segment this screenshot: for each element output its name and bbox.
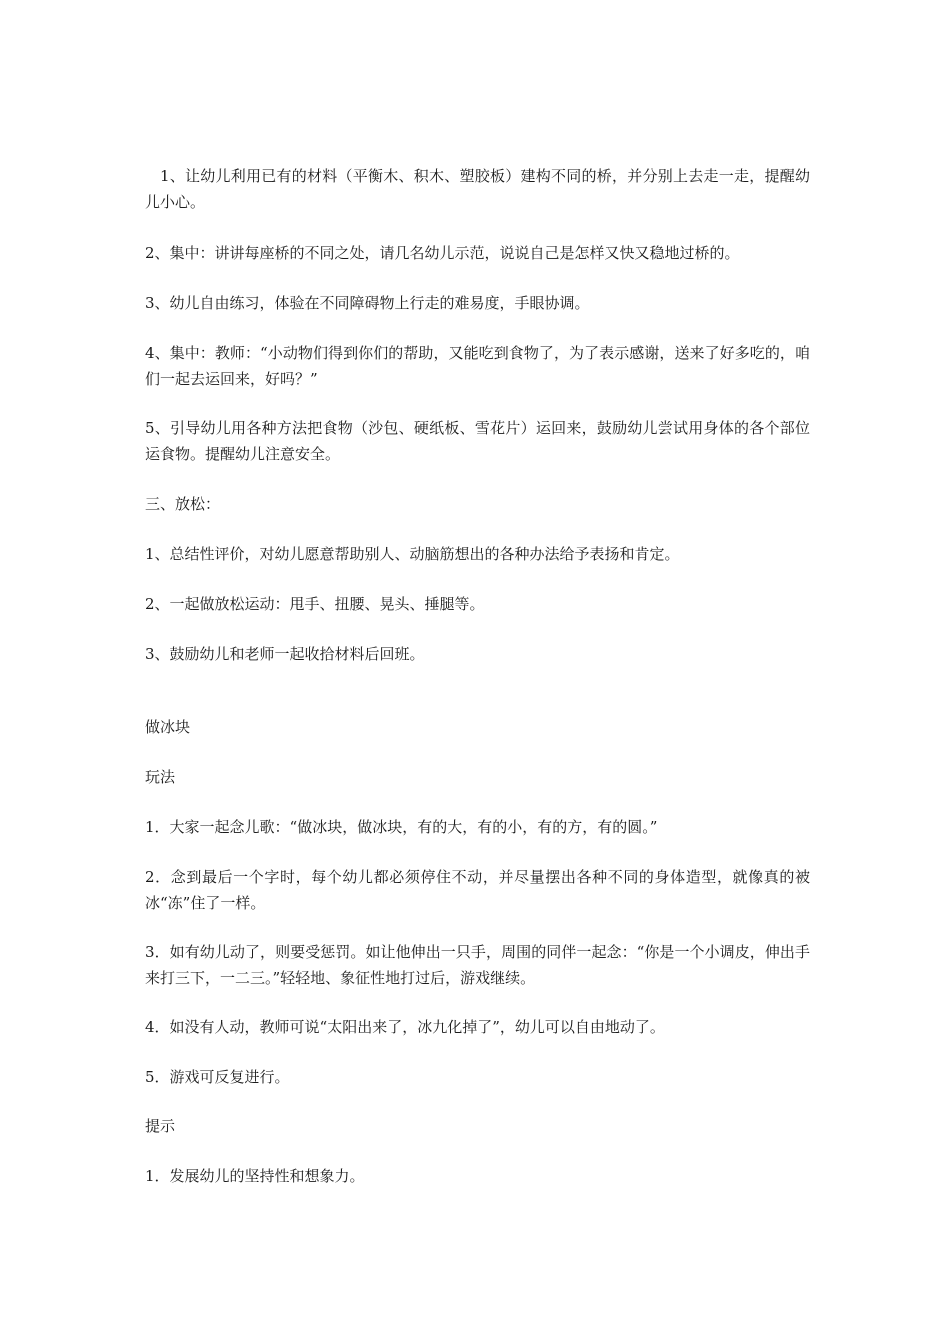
paragraph-relax-step-1: 1、总结性评价，对幼儿愿意帮助别人、动脑筋想出的各种办法给予表扬和肯定。 — [145, 545, 680, 563]
paragraph-bridge-step-3: 3、幼儿自由练习，体验在不同障碍物上行走的难易度，手眼协调。 — [145, 294, 590, 312]
paragraph-bridge-step-2: 2、集中：讲讲每座桥的不同之处，请几名幼儿示范，说说自己是怎样又快又稳地过桥的。 — [145, 244, 740, 262]
paragraph-play-step-3: 3．如有幼儿动了，则要受惩罚。如让他伸出一只手，周围的同伴一起念：“你是一个小调皮，伸出手来打三下，一二三。”轻轻地、象征性地打过后，游戏继续。 — [145, 943, 810, 987]
paragraph-play-step-4: 4．如没有人动，教师可说“太阳出来了，冰九化掉了”，幼儿可以自由地动了。 — [145, 1018, 665, 1036]
paragraph-bridge-step-1: 1、让幼儿利用已有的材料（平衡木、积木、塑胶板）建构不同的桥，并分别上去走一走，提醒幼儿小心。 — [145, 167, 810, 211]
heading-tips: 提示 — [145, 1117, 176, 1135]
heading-how-to-play: 玩法 — [145, 768, 176, 786]
paragraph-play-step-1: 1．大家一起念儿歌：“做冰块，做冰块，有的大，有的小，有的方，有的圆。” — [145, 818, 658, 836]
game-title: 做冰块 — [145, 718, 191, 736]
paragraph-play-step-5: 5．游戏可反复进行。 — [145, 1068, 290, 1086]
paragraph-tip-1: 1．发展幼儿的坚持性和想象力。 — [145, 1167, 365, 1185]
paragraph-play-step-2: 2．念到最后一个字时，每个幼儿都必须停住不动，并尽量摆出各种不同的身体造型，就像真的被冰“冻”住了一样。 — [145, 868, 810, 912]
paragraph-relax-step-2: 2、一起做放松运动：甩手、扭腰、晃头、捶腿等。 — [145, 595, 485, 613]
paragraph-relax-step-3: 3、鼓励幼儿和老师一起收拾材料后回班。 — [145, 645, 425, 663]
paragraph-bridge-step-4: 4、集中：教师：“小动物们得到你们的帮助，又能吃到食物了，为了表示感谢，送来了好多吃的，咱们一起去运回来，好吗？” — [145, 344, 810, 388]
section-heading-relax: 三、放松： — [145, 495, 221, 513]
paragraph-bridge-step-5: 5、引导幼儿用各种方法把食物（沙包、硬纸板、雪花片）运回来，鼓励幼儿尝试用身体的各个部位运食物。提醒幼儿注意安全。 — [145, 419, 810, 463]
